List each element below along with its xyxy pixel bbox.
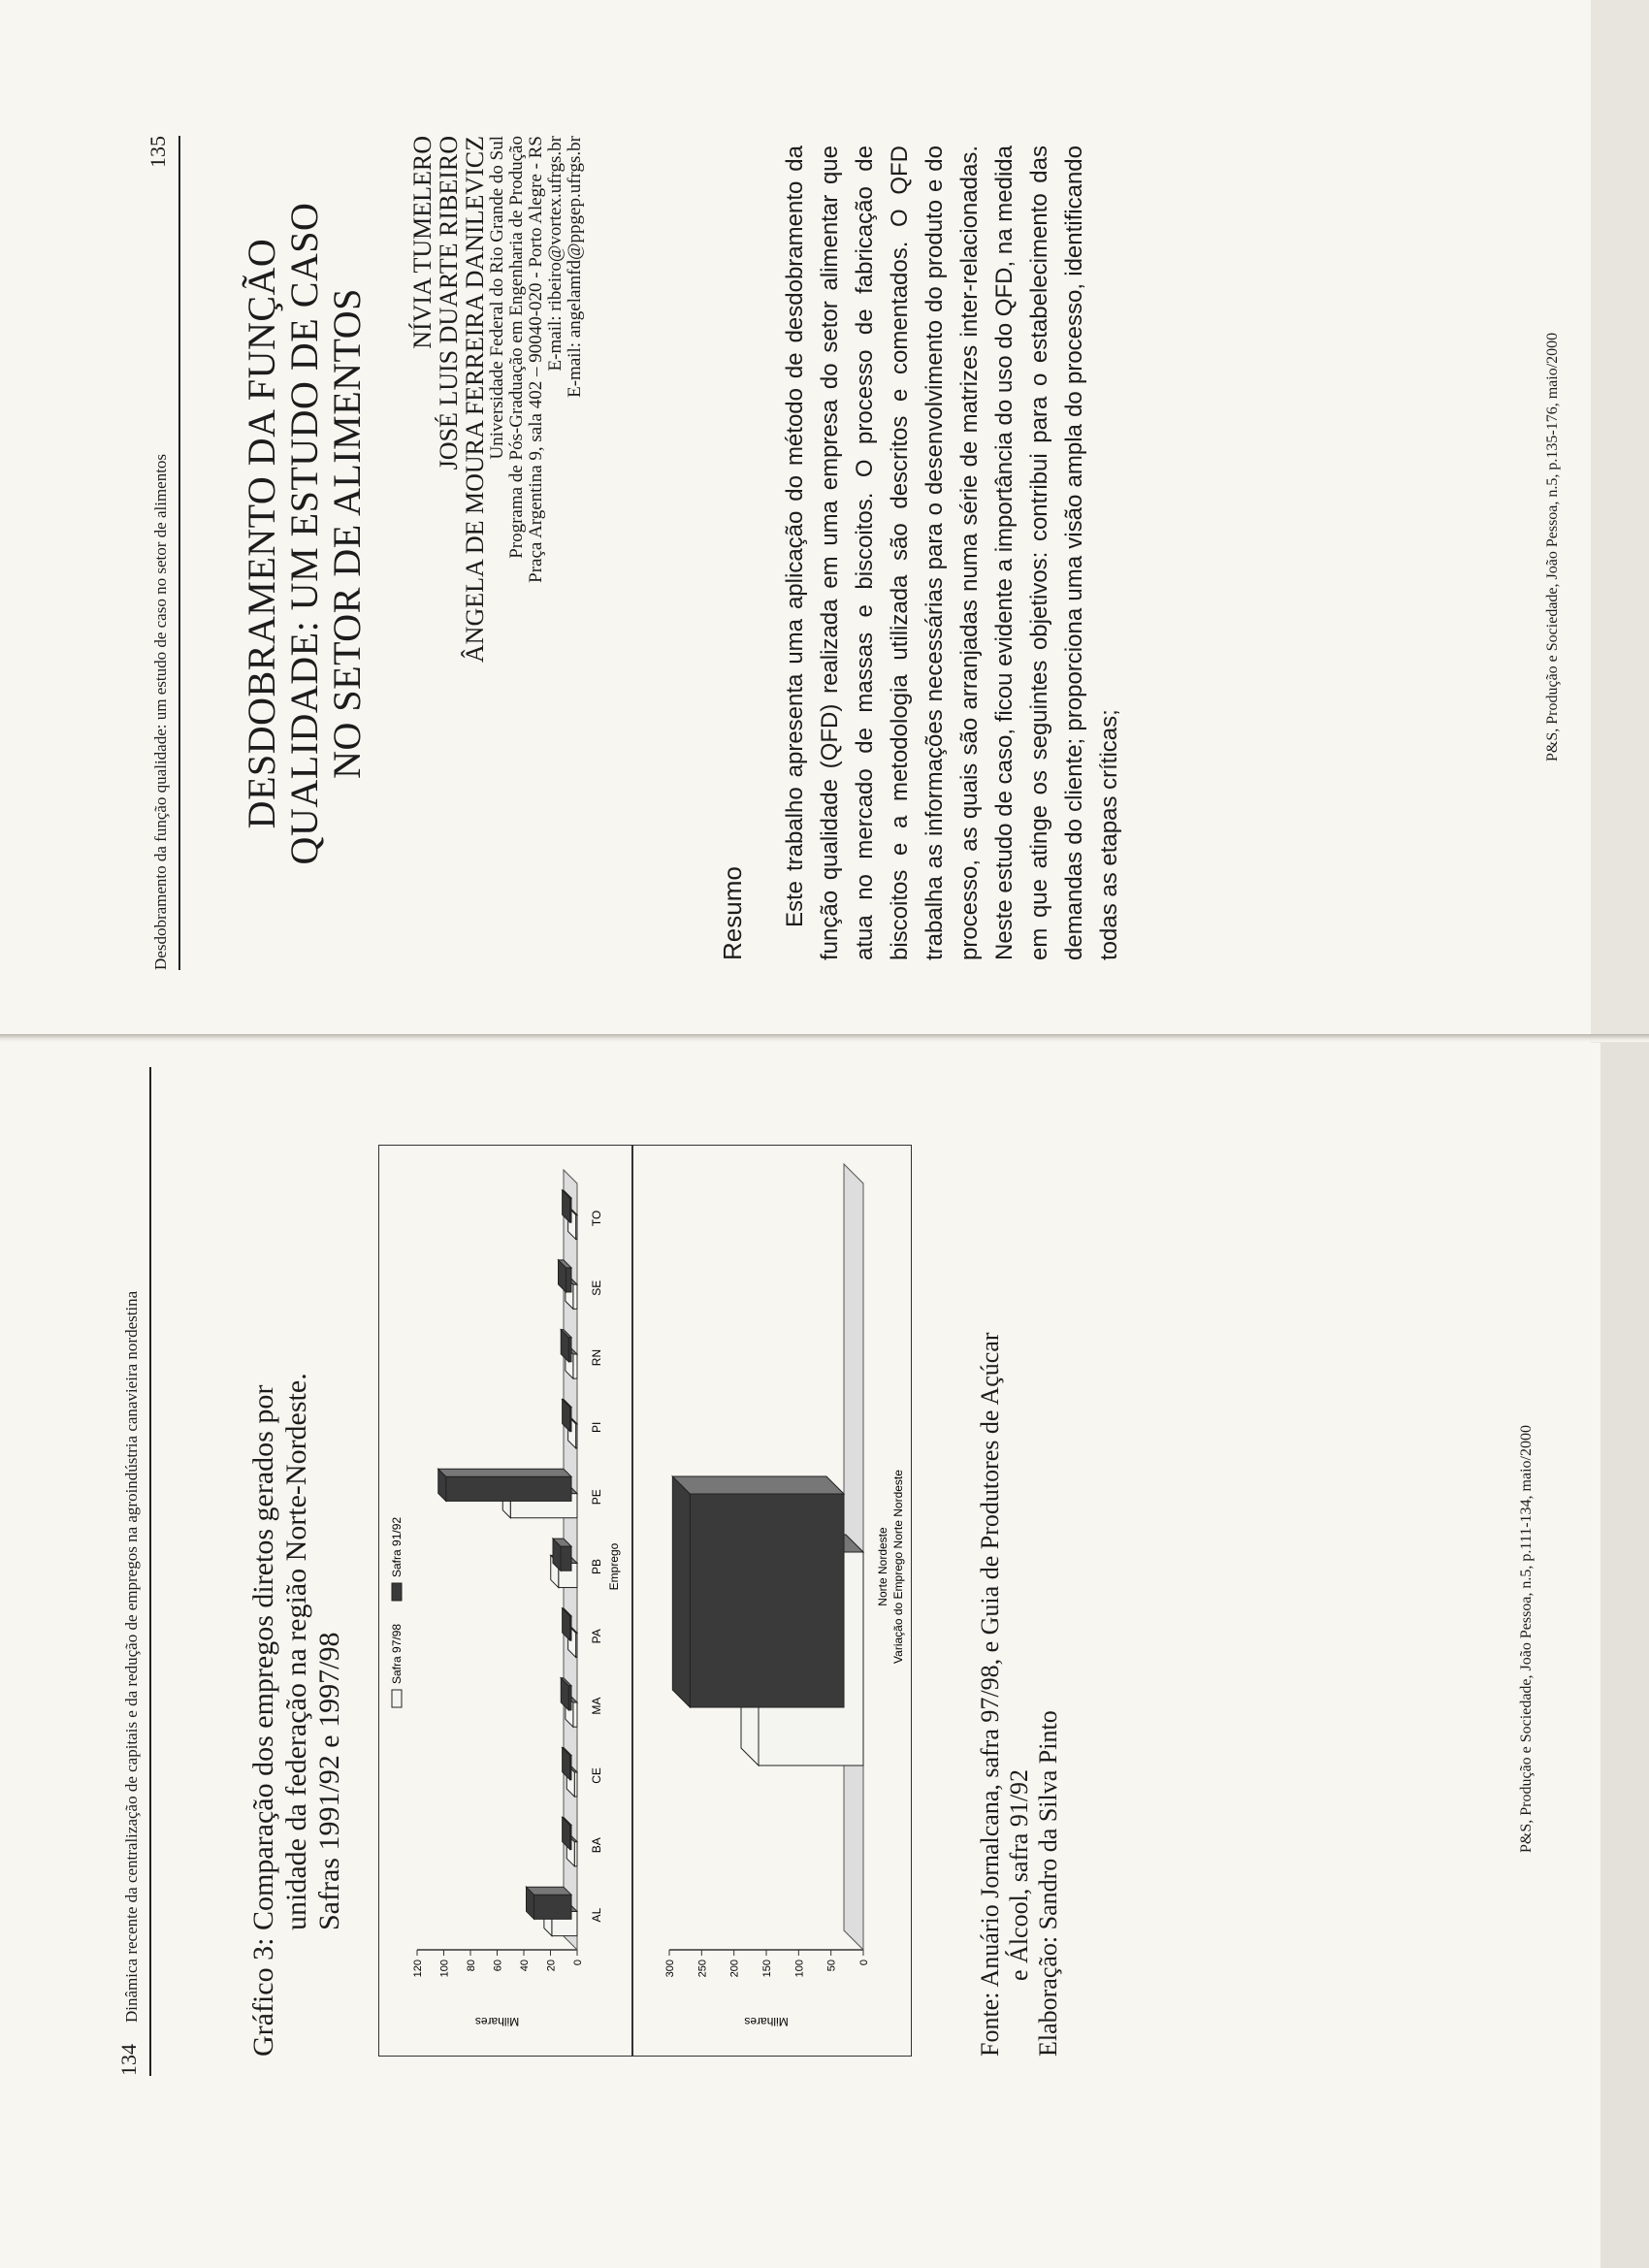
y-tick-label: 100 — [438, 1960, 451, 1978]
y-tick-label: 40 — [519, 1960, 531, 1972]
bar-pe-1-side — [438, 1469, 571, 1476]
affiliation-line: Universidade Federal do Rio Grande do Sul — [487, 136, 507, 460]
page-footer: P&S, Produção e Sociedade, João Pessoa, n.5, p.111-134, maio/2000 — [1518, 1425, 1535, 1853]
caption-line: unidade da federação na região Norte-Nordeste. — [280, 1373, 312, 1930]
y-axis-label: Milhares — [474, 2015, 520, 2028]
legend-swatch — [392, 1583, 402, 1601]
x-tick-label: BA — [590, 1837, 603, 1854]
title-line: NO SETOR DE ALIMENTOS — [325, 288, 369, 779]
bar-nne-1 — [690, 1494, 844, 1707]
figure-source — [976, 1125, 1063, 2057]
email-line: E-mail: angelamfd@ppgep.ufrgs.br — [565, 136, 585, 398]
book-gutter — [0, 1034, 1649, 1042]
bar-pb-1 — [561, 1546, 571, 1571]
header-rule — [178, 136, 180, 970]
bar-rn-0 — [573, 1354, 577, 1378]
abstract-heading: Resumo — [718, 866, 747, 960]
x-tick-label: SE — [590, 1280, 603, 1296]
y-tick-label: 20 — [545, 1960, 558, 1972]
x-tick-label: AL — [590, 1907, 603, 1923]
bar-al-1-side — [527, 1887, 572, 1895]
x-tick-label: TO — [590, 1210, 603, 1227]
y-tick-label: 100 — [793, 1960, 806, 1978]
x-tick-label: CE — [590, 1767, 603, 1784]
caption-line: Safras 1991/92 e 1997/98 — [313, 1632, 345, 1930]
x-tick-label: RN — [590, 1348, 603, 1367]
y-tick-label: 300 — [664, 1960, 676, 1978]
author-block — [409, 136, 585, 873]
bar-nne-1-top — [672, 1476, 690, 1707]
page-footer: P&S, Produção e Sociedade, João Pessoa, n.5, p.135-176, maio/2000 — [1544, 332, 1561, 761]
x-axis-label: Norte Nordeste — [876, 1527, 889, 1606]
y-axis-label: Milhares — [744, 2015, 789, 2028]
page-number: 134 — [116, 2044, 141, 2076]
affiliation-line: Praça Argentina 9, sala 402 – 90040-020 - Porto Alegre - RS — [526, 136, 546, 583]
x-tick-label: PB — [590, 1558, 603, 1575]
page-134 — [116, 1067, 1571, 2076]
email-line: E-mail: ribeiro@vortex.ufrgs.br — [545, 136, 566, 372]
page-135 — [146, 136, 1600, 970]
page-edge — [1600, 1043, 1649, 2268]
y-tick-label: 50 — [825, 1960, 838, 1972]
x-tick-label: MA — [590, 1697, 603, 1715]
x-axis-label: Emprego — [607, 1542, 621, 1591]
y-tick-label: 150 — [761, 1960, 773, 1978]
x-tick-label: PE — [590, 1489, 603, 1506]
x-tick-label: PI — [590, 1421, 603, 1434]
affiliation-line: Programa de Pós-Graduação em Engenharia de Produção — [506, 136, 527, 559]
header-rule — [149, 1067, 151, 2076]
bar-nne-1-side — [672, 1476, 844, 1494]
y-tick-label: 200 — [728, 1960, 741, 1978]
bar-se-1 — [566, 1268, 572, 1292]
caption-line: Comparação dos empregos diretos gerados por — [247, 1384, 279, 1930]
credit-line: Elaboração: Sandro da Silva Pinto — [1034, 1710, 1062, 2057]
author-name: JOSÉ LUIS DUARTE RIBEIRO — [435, 136, 463, 470]
y-tick-label: 250 — [696, 1960, 709, 1978]
bar-ma-0 — [573, 1702, 577, 1727]
y-tick-label: 0 — [858, 1960, 870, 1966]
x-tick-label: PA — [590, 1629, 603, 1644]
employment-chart — [378, 1145, 912, 2057]
bar-se-0 — [573, 1284, 577, 1309]
figure-caption — [247, 1319, 346, 2057]
page-number: 135 — [146, 136, 170, 168]
y-tick-label: 120 — [412, 1960, 424, 1978]
running-head-text: Dinâmica recente da centralização de capitais e da redução de empregos na agroindústria canavieira nordestina — [122, 1290, 141, 2023]
legend-swatch — [392, 1690, 402, 1707]
y-tick-label: 60 — [492, 1960, 504, 1972]
author-name: ÂNGELA DE MOURA FERREIRA DANILEVICZ — [461, 136, 489, 664]
source-line: e Álcool, safra 91/92 — [1005, 1768, 1033, 1981]
article-title — [241, 136, 369, 931]
caption-label: Gráfico 3: — [247, 1937, 279, 2057]
running-head-text: Desdobramento da função qualidade: um estudo de caso no setor de alimentos — [151, 453, 170, 970]
author-name: NÍVIA TUMELERO — [408, 136, 436, 349]
y-tick-label: 0 — [572, 1960, 584, 1966]
abstract-text: Este trabalho apresenta uma aplicação do método de desdobramento da função qualidade (QFD) realizada em uma empresa do setor alimentar que atua no mercado de massas e biscoitos. O processo de fabricação de biscoitos e a metodologia utilizada são descritos e comentados. O QFD trabalha as informações necessárias para o desenvolvimento do produto e do processo, as quais são arranjadas numa série de matrizes inter-relacionadas. Neste estudo de caso, ficou evidente a importância do uso do QFD, na medida em que atinge os seguintes objetivos: contribui para o estabelecimento das demandas do cliente; proporciona uma visão ampla do processo, identificando todas as etapas críticas; — [782, 146, 1122, 960]
legend-label: Safra 91/92 — [390, 1516, 404, 1577]
y-tick-label: 80 — [466, 1960, 477, 1972]
title-line: QUALIDADE: UM ESTUDO DE CASO — [282, 202, 326, 865]
bar-pe-1 — [446, 1476, 571, 1501]
title-line: DESDOBRAMENTO DA FUNÇÃO — [240, 238, 283, 829]
legend-label: Safra 97/98 — [390, 1623, 404, 1684]
x-axis-label-2: Variação do Emprego Norte Nordeste — [891, 1470, 905, 1664]
source-line: Fonte: Anuário Jornalcana, safra 97/98, e Guia de Produtores de Açúcar — [976, 1332, 1004, 2057]
bar-al-1 — [534, 1895, 572, 1919]
